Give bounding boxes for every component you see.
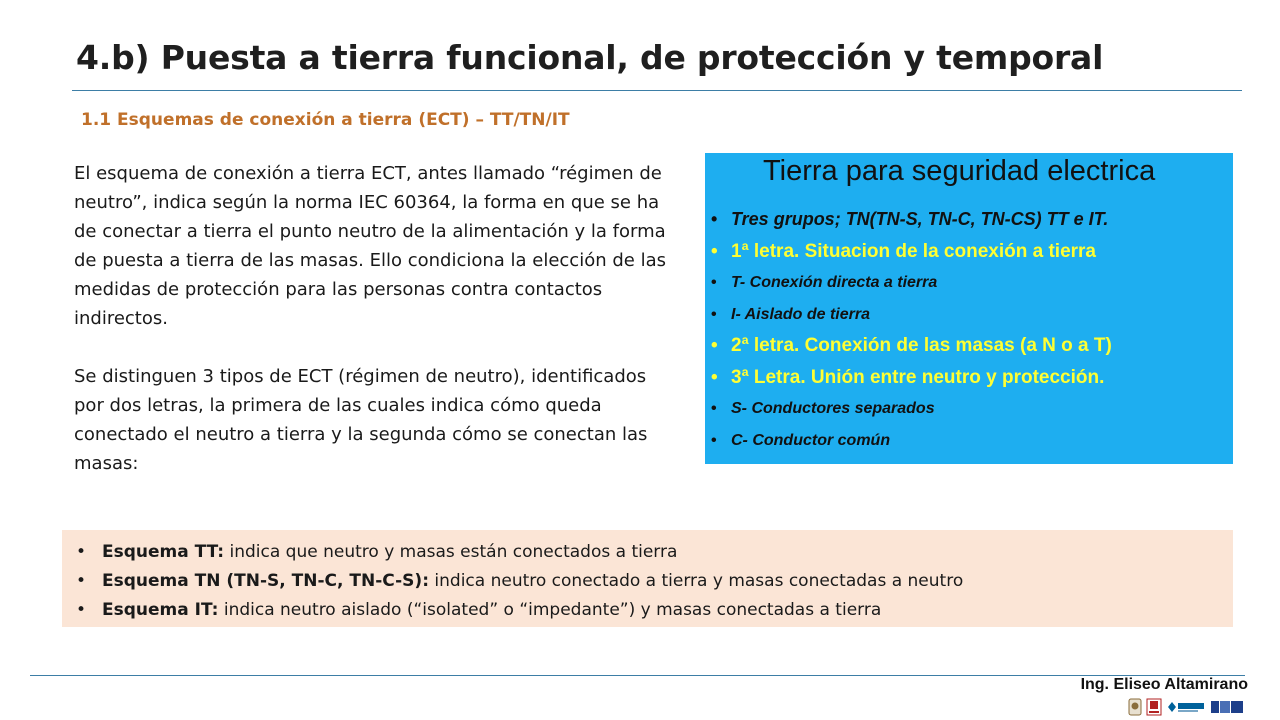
image-title: Tierra para seguridad electrica [763, 155, 1156, 187]
image-list-item: • S- Conductores separados [711, 400, 935, 417]
image-list [711, 204, 1112, 456]
pmi-logo [1210, 698, 1244, 716]
slide-title: 4.b) Puesta a tierra funcional, de protección y temporal [76, 38, 1104, 77]
paragraph-ect-types: Se distinguen 3 tipos de ECT (régimen de neutro), identificados por dos letras, la primera de las cuales indica cómo queda conectado el neutro a tierra y la segunda cómo se conectan las masas: [74, 366, 648, 474]
footer-divider [30, 675, 1245, 676]
image-list-item: • 3ª Letra. Unión entre neutro y protección. [711, 366, 1105, 388]
grounding-safety-image [705, 153, 1233, 464]
author-name: Ing. Eliseo Altamirano [1080, 676, 1248, 693]
university-seal-logo [1128, 698, 1142, 716]
image-list-item: • 2ª letra. Conexión de las masas (a N o a T) [711, 335, 1112, 356]
schemes-list [62, 530, 1233, 625]
scheme-it: • Esquema IT: indica neutro aislado (“isolated” o “impedante”) y masas conectadas a tierra [76, 600, 882, 620]
body-text [74, 159, 674, 478]
ieee-logo [1166, 698, 1206, 716]
scheme-tt: • Esquema TT: indica que neutro y masas están conectados a tierra [76, 542, 678, 562]
schemes-panel [62, 530, 1233, 627]
section-subtitle: 1.1 Esquemas de conexión a tierra (ECT) – TT/TN/IT [81, 110, 570, 130]
paragraph-ect-definition: El esquema de conexión a tierra ECT, antes llamado “régimen de neutro”, indica según la norma IEC 60364, la forma en que se ha de conectar a tierra el punto neutro de la alimentación y la forma de puesta a tierra de las masas. Ello condiciona la elección de las medidas de protección para las personas contra contactos indirectos. [74, 163, 666, 329]
image-list-item: • T- Conexión directa a tierra [711, 274, 938, 291]
title-divider [72, 90, 1242, 91]
footer-logos [1128, 697, 1244, 717]
image-list-item: • I- Aislado de tierra [711, 305, 870, 323]
image-list-item: • 1ª letra. Situacion de la conexión a tierra [711, 240, 1096, 262]
institution-red-logo [1146, 698, 1162, 716]
image-list-item: • C- Conductor común [711, 431, 891, 449]
scheme-tn: • Esquema TN (TN-S, TN-C, TN-C-S): indica neutro conectado a tierra y masas conectadas a neutro [76, 571, 964, 591]
image-list-item: • Tres grupos; TN(TN-S, TN-C, TN-CS) TT e IT. [711, 209, 1109, 229]
